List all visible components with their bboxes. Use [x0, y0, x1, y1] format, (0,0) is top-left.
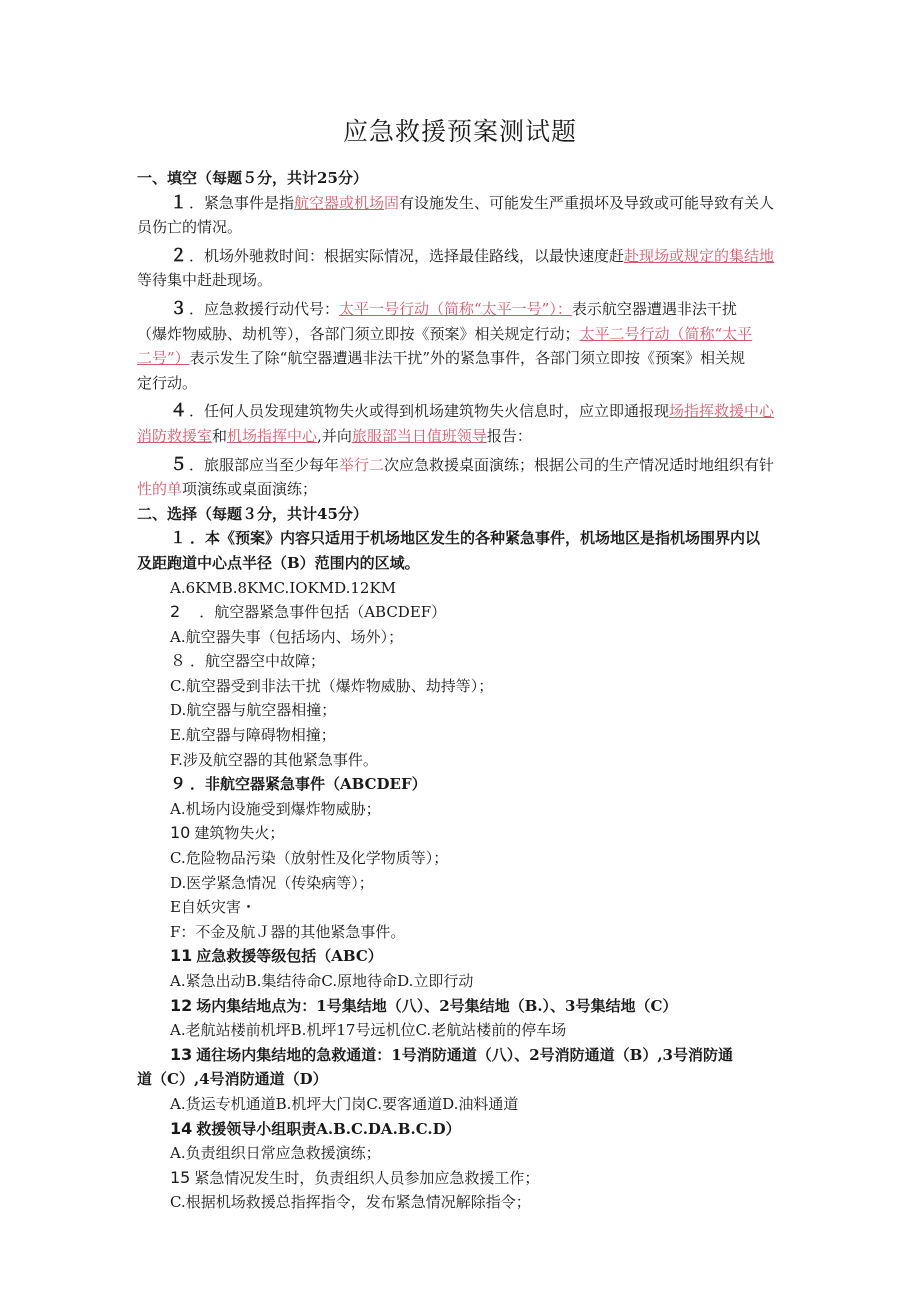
question-number: ９	[170, 774, 187, 794]
choice-text: A.货运专机通道B.机坪大门岗C.要客通道D.油料通道	[170, 1094, 519, 1113]
choice-text: C.航空器受到非法干扰（爆炸物威胁、劫持等）；	[170, 676, 494, 695]
choice-text: F.涉及航空器的其他紧急事件。	[170, 750, 378, 769]
question-number: １	[170, 528, 187, 548]
choice-text: 道（C）,4号消防通道（D）	[137, 1070, 328, 1089]
choice-text: 场内集结地点为：1号集结地（八）、2号集结地（B.）、3号集结地（C）	[196, 996, 678, 1015]
choice-line	[137, 920, 787, 945]
answer-text: 旅服部当日值班领导	[351, 426, 487, 445]
choice-text: ．本《预案》内容只适用于机场地区发生的各种紧急事件，机场地区是指机场围界内以	[190, 529, 761, 548]
question-4-line-2: 消防救援室和机场指挥中心,并向旅服部当日值班领导报告：	[137, 426, 532, 445]
answer-text: 太平一号行动（简称“太平一号”）：	[339, 299, 572, 318]
choice-line	[137, 969, 787, 994]
choice-text: E自妖灾害・	[170, 898, 256, 917]
answer-text: 赴现场或规定的集结地	[624, 246, 775, 265]
choice-text: F：不金及航Ｊ器的其他紧急事件。	[170, 922, 406, 941]
choice-line	[137, 797, 787, 822]
answer-text: 性的单	[137, 480, 183, 499]
question-number: 13	[170, 1044, 193, 1064]
choice-line	[137, 748, 787, 773]
choice-line	[137, 1018, 787, 1043]
question-number: ８	[170, 651, 187, 671]
choice-text: ．航空器空中故障；	[190, 652, 326, 671]
choice-text: 应急救援等级包括（ABC）	[196, 947, 383, 966]
question-1-line-2: 员伤亡的情况。	[137, 218, 243, 237]
choice-line	[137, 772, 787, 797]
choice-text: A.航空器失事（包括场内、场外）；	[170, 627, 404, 646]
choice-line	[137, 674, 787, 699]
choice-line	[137, 576, 787, 601]
choice-text: A.负责组织日常应急救援演练；	[170, 1144, 381, 1163]
answer-text: 举行二	[339, 455, 385, 474]
question-number: ３	[170, 298, 187, 319]
choice-line	[137, 1092, 787, 1117]
answer-text: 太平二号行动（简称“太平	[579, 324, 753, 343]
answer-text: 消防救援室	[137, 426, 213, 445]
choice-line	[137, 1117, 787, 1142]
answer-text: 机场指挥中心	[227, 426, 318, 445]
choice-line	[137, 1190, 787, 1215]
question-3-line-3: 二号”）表示发生了除“航空器遭遇非法干扰”外的紧急事件，各部门须立即按《预案》相关规	[137, 349, 746, 368]
choice-text: A.机场内设施受到爆炸物威胁；	[170, 799, 381, 818]
choice-line	[137, 1067, 787, 1092]
choice-line	[137, 846, 787, 871]
question-number: 10	[170, 823, 191, 843]
question-5-line-2: 性的单项演练或桌面演练；	[137, 480, 318, 499]
question-1-line-1: １ ．紧急事件是指航空器或机场固有设施发生、可能发生严重损坏及导致或可能导致有关人	[170, 192, 775, 213]
question-2-line-1: ２ ．机场外驰救时间：根据实际情况，选择最佳路线，以最快速度赶赴现场或规定的集结地	[170, 245, 775, 266]
choice-line	[137, 551, 787, 576]
answer-text: 场指挥救援中心	[669, 402, 775, 421]
choice-questions	[137, 526, 787, 1215]
choice-text: 紧急情况发生时，负责组织人员参加应急救援工作；	[194, 1168, 540, 1187]
question-3-line-2: （爆炸物威胁、劫机等），各部门须立即按《预案》相关规定行动；太平二号行动（简称“太平	[137, 324, 753, 343]
question-number: 15	[170, 1167, 191, 1187]
question-number: ４	[170, 401, 187, 422]
choice-text: A.紧急出动B.集结待命C.原地待命D.立即行动	[170, 972, 474, 990]
choice-text: 建筑物失火；	[194, 824, 285, 843]
choice-line	[137, 1043, 787, 1068]
question-number: ５	[170, 454, 187, 475]
choice-text: D.航空器与航空器相撞；	[170, 701, 337, 720]
question-number: 11	[170, 946, 193, 966]
choice-line	[137, 649, 787, 674]
choice-text: 及距跑道中心点半径（B）范围内的区域。	[137, 553, 420, 572]
choice-line	[137, 625, 787, 650]
question-3-line-4: 定行动。	[137, 373, 198, 392]
choice-text: A.老航站楼前机坪B.机坪17号远机位C.老航站楼前的停车场	[170, 1021, 567, 1040]
choice-line	[137, 723, 787, 748]
choice-text: ．非航空器紧急事件（ABCDEF）	[190, 775, 427, 794]
answer-text: 固	[384, 193, 400, 212]
choice-text: D.医学紧急情况（传染病等）；	[170, 873, 374, 892]
choice-line	[137, 821, 787, 846]
choice-line	[137, 944, 787, 969]
question-3-line-1: ３ ．应急救援行动代号：太平一号行动（简称“太平一号”）：表示航空器遭遇非法干扰	[170, 298, 737, 319]
choice-line	[137, 895, 787, 920]
choice-text: ．航空器紧急事件包括（ABCDEF）	[184, 603, 447, 622]
document-body	[137, 166, 787, 1215]
choice-line	[137, 994, 787, 1019]
section-heading-fill-in: 一、填空（每题５分，共计25分）	[137, 169, 368, 187]
choice-line	[137, 600, 787, 625]
answer-text: 航空器或机场	[294, 193, 385, 212]
choice-line	[137, 1141, 787, 1166]
choice-text: E.航空器与障碍物相撞；	[170, 726, 336, 745]
question-number: 12	[170, 995, 193, 1015]
question-number: ２	[170, 245, 187, 266]
choice-line	[137, 871, 787, 896]
question-2-line-2: 等待集中赶赴现场。	[137, 271, 273, 290]
choice-text: 通往场内集结地的急救通道：1号消防通道（八）、2号消防通道（B）,3号消防通	[196, 1045, 733, 1064]
answer-text: 二号”）	[137, 349, 190, 368]
question-4-line-1: ４ ．任何人员发现建筑物失火或得到机场建筑物失火信息时，应立即通报现场指挥救援中心	[170, 401, 775, 422]
choice-text: A.6KMB.8KMC.IOKMD.12KM	[170, 578, 397, 597]
choice-text: 救援领导小组职责A.B.C.DA.B.C.D）	[196, 1119, 461, 1138]
choice-line	[137, 1166, 787, 1191]
question-5-line-1: ５ ．旅服部应当至少每年举行二次应急救援桌面演练；根据公司的生产情况适时地组织有针	[170, 454, 775, 475]
choice-text: C.根据机场救援总指挥指令，发布紧急情况解除指令；	[170, 1193, 531, 1212]
question-number: １	[170, 192, 187, 213]
choice-line	[137, 526, 787, 551]
question-number: 2	[170, 602, 181, 622]
choice-text: C.危险物品污染（放射性及化学物质等）；	[170, 849, 449, 868]
section-heading-choice: 二、选择（每题３分，共计45分）	[137, 504, 368, 523]
page-title: 应急救援预案测试题	[342, 117, 577, 146]
choice-line	[137, 698, 787, 723]
question-number: 14	[170, 1118, 193, 1138]
